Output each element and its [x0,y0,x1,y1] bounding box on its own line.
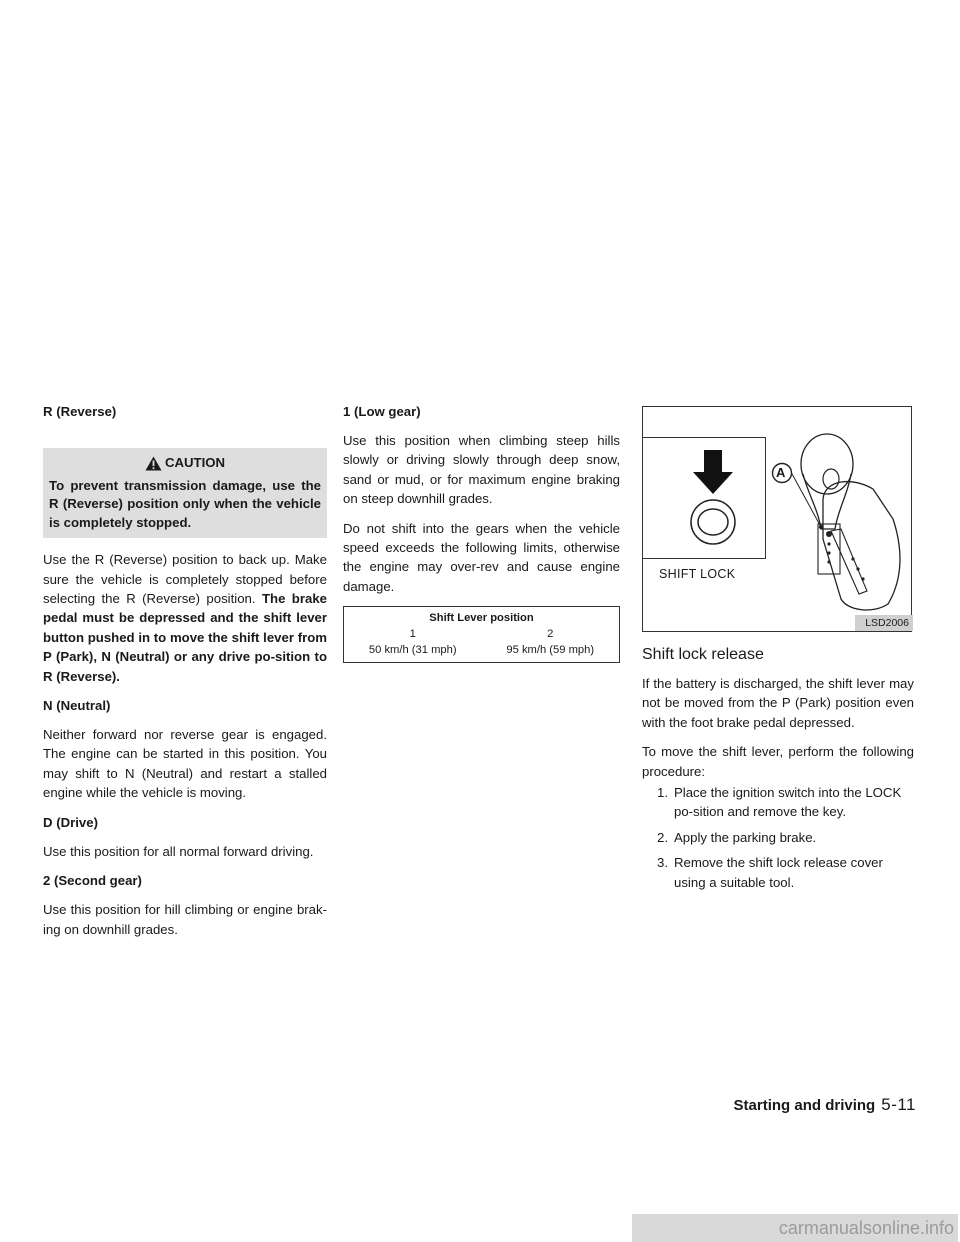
reverse-paragraph-text: Use the R (Reverse) position to back up. Make sure the vehicle is completely stopped before selecting the R (Reverse) position. [43,552,327,607]
reverse-paragraph-warning: The brake pedal must be depressed and the shift lever button pushed in to move the shift lever from P (Park), N (Neutral) or any drive po-sition to R (Reverse). [43,591,327,684]
reverse-paragraph [43,550,327,686]
drive-heading: D (Drive) [43,814,98,830]
speed-table-speed-cell: 50 km/h (31 mph) [368,644,457,657]
middle-column [343,402,620,663]
shift-lock-figure [642,406,912,632]
speed-table-speed-cell: 95 km/h (59 mph) [506,644,595,657]
second-gear-heading: 2 (Second gear) [43,873,142,889]
speed-table-position-cell: 2 [547,628,554,641]
neutral-heading: N (Neutral) [43,698,111,714]
shift-lock-paragraph-1: If the battery is discharged, the shift lever may not be moved from the P (Park) position even with the foot brake pedal depressed. [642,676,914,730]
caution-header [49,448,321,473]
shift-lock-inset [643,437,766,581]
step-number: 3. [657,855,668,871]
step-text: Remove the shift lock release cover using a suitable tool. [674,855,883,890]
low-gear-paragraph-1: Use this position when climbing steep hills slowly or driving slowly through deep snow, sand or mud, or for maximum engine braking on steep downhill grades. [343,433,620,507]
step-number: 2. [657,829,668,845]
caution-title: CAUTION [164,455,226,471]
step-text: Place the ignition switch into the LOCK po-sition and remove the key. [674,785,902,820]
shift-lever-illustration-icon [763,419,913,619]
page-footer [734,1095,916,1115]
right-column [642,406,914,898]
figure-code-bar [855,615,913,631]
shift-lock-release-heading: Shift lock release [642,646,764,663]
procedure-step [642,853,914,892]
reverse-heading: R (Reverse) [43,404,117,419]
speed-table-positions-row [344,626,619,642]
procedure-step [642,783,914,822]
low-gear-heading: 1 (Low gear) [343,404,421,419]
label-a: A [776,465,786,480]
shift-lock-button-icon [683,498,743,546]
drive-paragraph: Use this position for all normal forward driving. [43,843,314,859]
speed-table-position-cell: 1 [409,628,416,641]
watermark: carmanualsonline.info [632,1214,958,1242]
left-column [43,402,327,949]
page-number: 5-11 [881,1095,916,1114]
figure-code: LSD2006 [865,617,909,629]
footer-section-title: Starting and driving [733,1097,876,1114]
neutral-paragraph: Neither forward nor reverse gear is engaged. The engine can be started in this position. You may shift to N (Neutral) and restart a stalled engine while the vehicle is moving. [43,727,327,801]
step-number: 1. [657,785,668,801]
second-gear-paragraph: Use this position for hill climbing or engine brak-ing on downhill grades. [43,902,327,937]
step-text: Apply the parking brake. [674,829,817,845]
speed-table-header: Shift Lever position [429,612,534,625]
shift-lock-label: SHIFT LOCK [659,567,736,581]
procedure-steps [642,783,914,892]
down-arrow-icon [693,450,733,496]
shift-lock-paragraph-2: To move the shift lever, perform the following procedure: [642,744,914,779]
caution-text: To prevent transmission damage, use the R (Reverse) position only when the vehicle is completely stopped. [49,478,321,530]
low-gear-paragraph-2: Do not shift into the gears when the vehicle speed exceeds the following limits, otherwise the engine may over-rev and cause engine damage. [343,520,620,594]
caution-box [43,448,327,538]
warning-triangle-icon [145,456,162,471]
speed-table-speeds-row [344,642,619,658]
speed-limit-table [343,606,620,663]
procedure-step [642,828,914,847]
